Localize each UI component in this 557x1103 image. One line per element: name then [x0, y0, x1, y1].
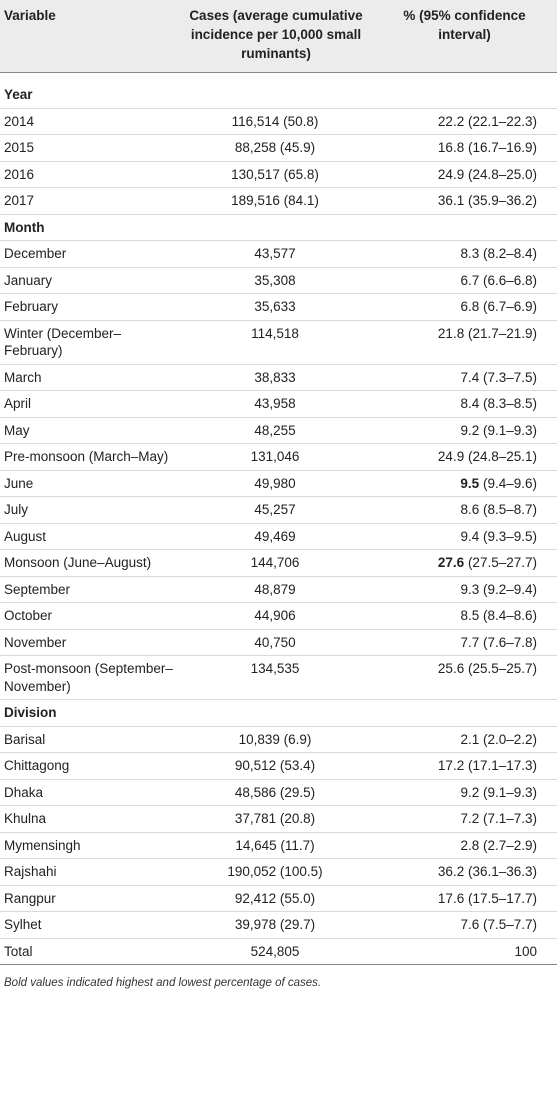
- row-cases: 14,645 (11.7): [180, 832, 372, 859]
- total-label: Total: [0, 938, 180, 965]
- row-cases: 189,516 (84.1): [180, 188, 372, 215]
- table-header-row: [0, 0, 557, 73]
- row-label: March: [0, 364, 180, 391]
- table-row: [0, 885, 557, 912]
- total-percent: 100: [372, 938, 557, 965]
- row-label: Sylhet: [0, 912, 180, 939]
- row-label: 2017: [0, 188, 180, 215]
- section-empty-cell: [180, 700, 372, 727]
- table-row: [0, 444, 557, 471]
- row-percent: 22.2 (22.1–22.3): [372, 108, 557, 135]
- row-cases: 48,255: [180, 417, 372, 444]
- row-percent: 7.7 (7.6–7.8): [372, 629, 557, 656]
- row-label: November: [0, 629, 180, 656]
- section-empty-cell: [372, 700, 557, 727]
- table-row: [0, 912, 557, 939]
- row-cases: 92,412 (55.0): [180, 885, 372, 912]
- section-empty-cell: [372, 73, 557, 109]
- row-percent: [372, 550, 557, 577]
- table-row: [0, 576, 557, 603]
- row-percent: 2.8 (2.7–2.9): [372, 832, 557, 859]
- row-percent: 25.6 (25.5–25.7): [372, 656, 557, 700]
- table-row: [0, 779, 557, 806]
- total-row: [0, 938, 557, 965]
- row-cases: 40,750: [180, 629, 372, 656]
- row-percent: 17.2 (17.1–17.3): [372, 753, 557, 780]
- row-cases: 116,514 (50.8): [180, 108, 372, 135]
- table-body: [0, 73, 557, 965]
- row-percent: 36.2 (36.1–36.3): [372, 859, 557, 886]
- row-label: Khulna: [0, 806, 180, 833]
- table-row: [0, 417, 557, 444]
- row-cases: 48,879: [180, 576, 372, 603]
- header-cases: Cases (average cumulative incidence per 10,000 small ruminants): [189, 8, 363, 61]
- row-cases: 48,586 (29.5): [180, 779, 372, 806]
- row-cases: 131,046: [180, 444, 372, 471]
- section-title: Month: [0, 214, 180, 241]
- table-row: [0, 832, 557, 859]
- table-footnote: Bold values indicated highest and lowest percentage of cases.: [4, 977, 322, 989]
- section-empty-cell: [372, 214, 557, 241]
- highlight-value: 27.6: [437, 555, 465, 570]
- section-title: Division: [0, 700, 180, 727]
- row-cases: 43,577: [180, 241, 372, 268]
- row-label: July: [0, 497, 180, 524]
- table-row: [0, 523, 557, 550]
- row-label: May: [0, 417, 180, 444]
- row-label: Barisal: [0, 726, 180, 753]
- row-label: Monsoon (June–August): [0, 550, 180, 577]
- section-row: [0, 73, 557, 109]
- row-cases: 49,469: [180, 523, 372, 550]
- table-row: [0, 241, 557, 268]
- row-cases: 90,512 (53.4): [180, 753, 372, 780]
- row-label: Pre-monsoon (March–May): [0, 444, 180, 471]
- table-row: [0, 656, 557, 700]
- row-cases: 44,906: [180, 603, 372, 630]
- table-row: [0, 753, 557, 780]
- confidence-interval: (27.5–27.7): [464, 555, 537, 570]
- row-label: January: [0, 267, 180, 294]
- row-label: December: [0, 241, 180, 268]
- row-percent: 8.4 (8.3–8.5): [372, 391, 557, 418]
- row-label: Rajshahi: [0, 859, 180, 886]
- row-label: 2015: [0, 135, 180, 162]
- row-percent: 6.7 (6.6–6.8): [372, 267, 557, 294]
- row-cases: 114,518: [180, 320, 372, 364]
- row-label: Winter (December–February): [0, 320, 180, 364]
- row-cases: 134,535: [180, 656, 372, 700]
- row-percent: 9.4 (9.3–9.5): [372, 523, 557, 550]
- table-row: [0, 135, 557, 162]
- row-label: 2016: [0, 161, 180, 188]
- row-label: September: [0, 576, 180, 603]
- header-percent: % (95% confidence interval): [403, 8, 526, 42]
- row-cases: 35,308: [180, 267, 372, 294]
- row-percent: [372, 470, 557, 497]
- table-row: [0, 364, 557, 391]
- row-cases: 130,517 (65.8): [180, 161, 372, 188]
- row-cases: 144,706: [180, 550, 372, 577]
- row-percent: 7.6 (7.5–7.7): [372, 912, 557, 939]
- table-row: [0, 726, 557, 753]
- row-percent: 24.9 (24.8–25.1): [372, 444, 557, 471]
- table-row: [0, 188, 557, 215]
- row-label: 2014: [0, 108, 180, 135]
- row-percent: 8.5 (8.4–8.6): [372, 603, 557, 630]
- row-percent: 17.6 (17.5–17.7): [372, 885, 557, 912]
- row-cases: 45,257: [180, 497, 372, 524]
- row-label: Post-monsoon (September–November): [0, 656, 180, 700]
- table-row: [0, 470, 557, 497]
- table-row: [0, 806, 557, 833]
- row-percent: 9.3 (9.2–9.4): [372, 576, 557, 603]
- table-row: [0, 550, 557, 577]
- table-row: [0, 320, 557, 364]
- row-percent: 7.4 (7.3–7.5): [372, 364, 557, 391]
- table-row: [0, 629, 557, 656]
- row-percent: 7.2 (7.1–7.3): [372, 806, 557, 833]
- row-label: Chittagong: [0, 753, 180, 780]
- row-cases: 37,781 (20.8): [180, 806, 372, 833]
- row-percent: 9.2 (9.1–9.3): [372, 417, 557, 444]
- table-row: [0, 108, 557, 135]
- section-title: Year: [0, 73, 180, 109]
- row-percent: 8.3 (8.2–8.4): [372, 241, 557, 268]
- confidence-interval: (9.4–9.6): [479, 475, 537, 491]
- section-row: [0, 214, 557, 241]
- row-label: Rangpur: [0, 885, 180, 912]
- section-empty-cell: [180, 73, 372, 109]
- highlight-value: 9.5: [460, 475, 480, 491]
- table-row: [0, 391, 557, 418]
- row-cases: 49,980: [180, 470, 372, 497]
- row-percent: 21.8 (21.7–21.9): [372, 320, 557, 364]
- section-row: [0, 700, 557, 727]
- row-cases: 35,633: [180, 294, 372, 321]
- row-label: April: [0, 391, 180, 418]
- row-label: Dhaka: [0, 779, 180, 806]
- row-cases: 10,839 (6.9): [180, 726, 372, 753]
- row-percent: 9.2 (9.1–9.3): [372, 779, 557, 806]
- row-cases: 88,258 (45.9): [180, 135, 372, 162]
- row-label: October: [0, 603, 180, 630]
- table-row: [0, 161, 557, 188]
- total-cases: 524,805: [180, 938, 372, 965]
- table-row: [0, 294, 557, 321]
- row-percent: 36.1 (35.9–36.2): [372, 188, 557, 215]
- row-percent: 24.9 (24.8–25.0): [372, 161, 557, 188]
- section-empty-cell: [180, 214, 372, 241]
- header-variable: Variable: [4, 8, 56, 23]
- table-row: [0, 267, 557, 294]
- row-label: February: [0, 294, 180, 321]
- row-cases: 39,978 (29.7): [180, 912, 372, 939]
- table-row: [0, 497, 557, 524]
- row-percent: 6.8 (6.7–6.9): [372, 294, 557, 321]
- row-cases: 190,052 (100.5): [180, 859, 372, 886]
- row-percent: 16.8 (16.7–16.9): [372, 135, 557, 162]
- row-label: June: [0, 470, 180, 497]
- row-cases: 43,958: [180, 391, 372, 418]
- row-label: Mymensingh: [0, 832, 180, 859]
- row-percent: 2.1 (2.0–2.2): [372, 726, 557, 753]
- row-label: August: [0, 523, 180, 550]
- row-percent: 8.6 (8.5–8.7): [372, 497, 557, 524]
- table-row: [0, 859, 557, 886]
- table-row: [0, 603, 557, 630]
- row-cases: 38,833: [180, 364, 372, 391]
